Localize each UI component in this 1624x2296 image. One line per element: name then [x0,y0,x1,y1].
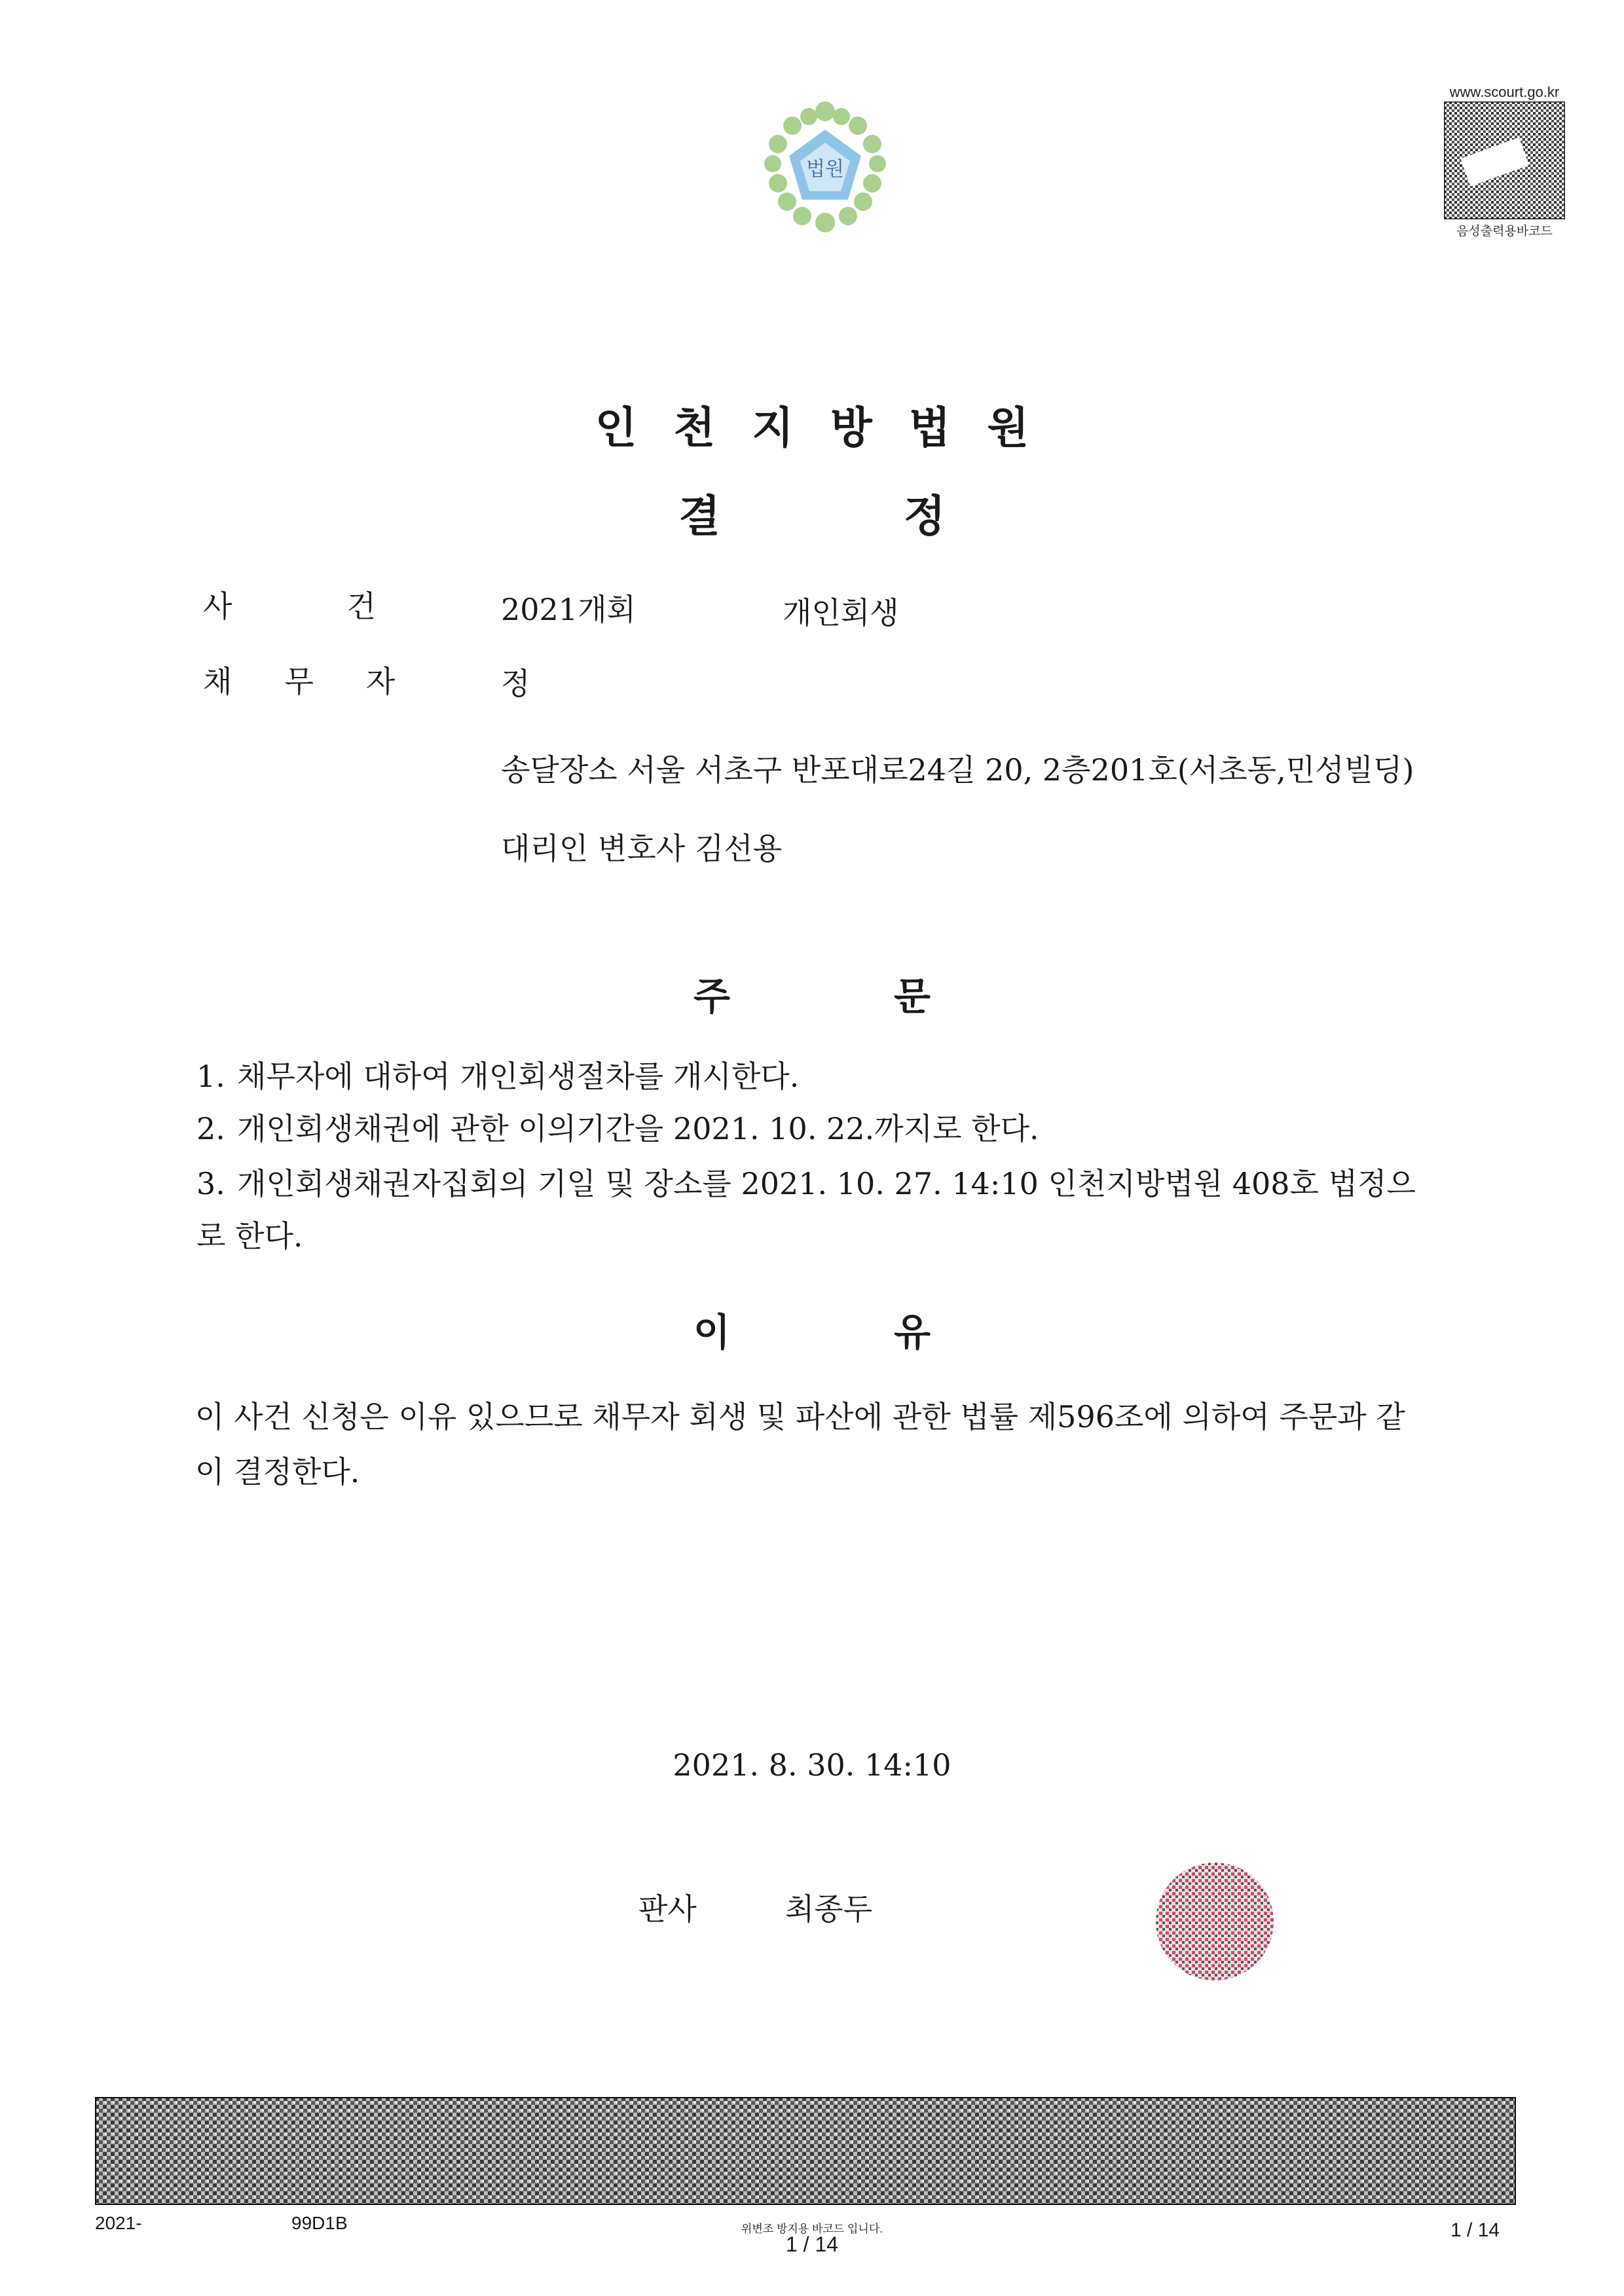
reason-text: 이 사건 신청은 이유 있으므로 채무자 회생 및 파산에 관한 법률 제596조에 의하여 주문과 같이 결정한다. [195,1399,1405,1489]
emblem-text: 법원 [806,158,844,181]
court-name-char: 원 [987,403,1029,453]
court-name-char: 방 [830,403,872,453]
order-item-number: 2. [196,1111,225,1146]
case-number: 2021개회 [501,592,636,627]
footer-page-number-right: 1 / 14 [1450,2219,1500,2241]
debtor-name: 정 [501,666,530,701]
case-type: 개인회생 [783,595,899,630]
footer-doc-code: 99D1B [291,2213,348,2233]
order-item-text: 채무자에 대하여 개인회생절차를 개시한다. [237,1059,800,1094]
electronic-seal-stamp [1153,1859,1277,1984]
footer-notice: 위변조 방지용 바코드 입니다. [741,2223,883,2235]
order-heading: 주 문 [693,974,931,1019]
order-item [196,1157,1434,1262]
order-item-number: 3. [196,1166,225,1201]
order-item-text: 개인회생채권자집회의 기일 및 장소를 2021. 10. 27. 14:10 인천지방법원 408호 법정으로 한다. [196,1166,1416,1254]
order-item [196,1053,1434,1100]
reason-heading: 이 유 [693,1310,931,1355]
judge-name: 최종두 [784,1891,873,1927]
footer-page-number-center: 1 / 14 [785,2232,839,2256]
delivery-address: 송달장소 서울 서초구 반포대로24길 20, 2층201호(서초동,민성빌딩) [501,752,1414,788]
court-name-char: 천 [673,403,716,453]
judge-signature-line [638,1886,872,1933]
court-name-char: 지 [752,403,794,453]
order-item-text: 개인회생채권에 관한 이의기간을 2021. 10. 22.까지로 한다. [237,1111,1039,1146]
court-name [0,393,1624,455]
judge-title: 판사 [638,1891,697,1927]
footer-case-prefix: 2021- [95,2213,142,2233]
order-item-number: 1. [196,1059,225,1094]
order-item [196,1105,1434,1152]
court-name-char: 인 [595,403,637,453]
legal-agent: 대리인 변호사 김선용 [501,831,783,866]
title-char: 결 [678,491,720,541]
court-name-char: 법 [908,403,951,453]
anti-forgery-barcode [95,2097,1516,2205]
court-url: www.scourt.go.kr [1449,84,1560,100]
title-char: 정 [904,491,946,541]
document-title [0,481,1624,543]
case-label: 사 건 [203,589,376,624]
voice-output-qr-code [1444,101,1565,219]
court-emblem-logo [747,92,904,249]
debtor-label: 채 무 자 [203,664,396,699]
decision-date: 2021. 8. 30. 14:10 [673,1747,951,1783]
qr-caption: 음성출력용바코드 [1456,225,1553,238]
